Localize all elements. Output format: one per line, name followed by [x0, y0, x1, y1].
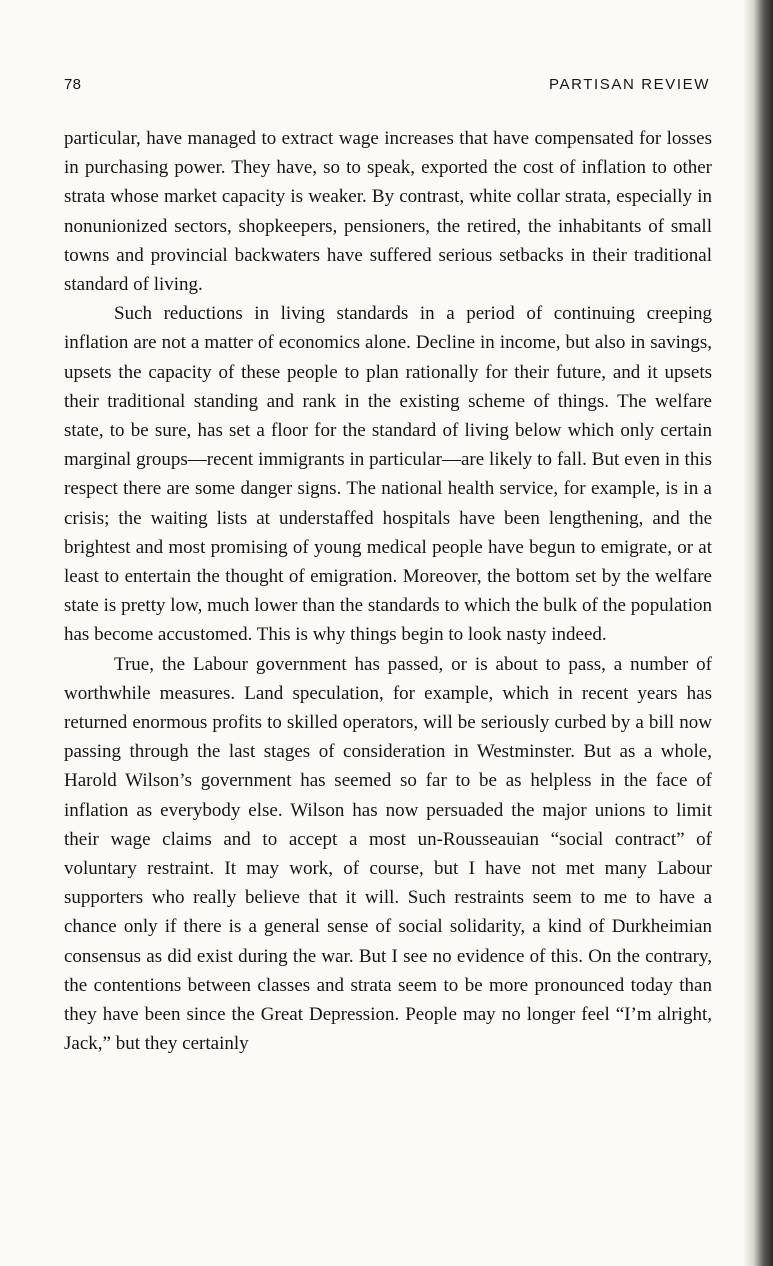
- paragraph-continued: particular, have managed to extract wage increases that have compensated for losses in purchasing power. They have, so to speak, exported the cost of inflation to other strata whose market capacity is weaker. By contrast, white collar strata, especially in nonunionized sectors, shopkeepers, pensioners, the retired, the inhabitants of small towns and provincial backwaters have suffered serious setbacks in their traditional standard of living.: [64, 128, 712, 296]
- page-spine-shadow: [743, 0, 773, 1266]
- page-number: 78: [64, 76, 82, 93]
- paragraph-labour-government: True, the Labour government has passed, or is about to pass, a number of worthwhile measures. Land speculation, for example, which in recent years has returned enormous profits to skilled operators, will be seriously curbed by a bill now passing through the last stages of consideration in Westminster. But as a whole, Harold Wilson’s government has seemed so far to be as helpless in the face of inflation as everybody else. Wilson has now persuaded the major unions to limit their wage claims and to accept a most un-Rousseauian “social contract” of voluntary restraint. It may work, of course, but I have not met many Labour supporters who really believe that it will. Such restraints seem to me to have a chance only if there is a general sense of social solidarity, a kind of Durkheimian consensus as did exist during the war. But I see no evidence of this. On the contrary, the contentions between classes and strata seem to be more pronounced today than they have been since the Great Depression. People may no longer feel “I’m alright, Jack,” but they certainly: [64, 653, 712, 1055]
- page-header: [64, 76, 710, 100]
- paragraph-living-standards: Such reductions in living standards in a period of continuing creeping inflation are not a matter of economics alone. Decline in income, but also in savings, upsets the capacity of these people to plan rationally for their future, and it upsets their traditional standing and rank in the existing scheme of things. The welfare state, to be sure, has set a floor for the standard of living below which only certain marginal groups—recent immigrants in particular—are likely to fall. But even in this respect there are some danger signs. The national health service, for example, is in a crisis; the waiting lists at understaffed hospitals have been lengthening, and the brightest and most promising of young medical people have begun to emigrate, or at least to entertain the thought of emigration. Moreover, the bottom set by the welfare state is pretty low, much lower than the standards to which the bulk of the population has become accustomed. This is why things begin to look nasty indeed.: [64, 303, 712, 646]
- body-text: [64, 124, 712, 1059]
- running-head: PARTISAN REVIEW: [549, 76, 710, 93]
